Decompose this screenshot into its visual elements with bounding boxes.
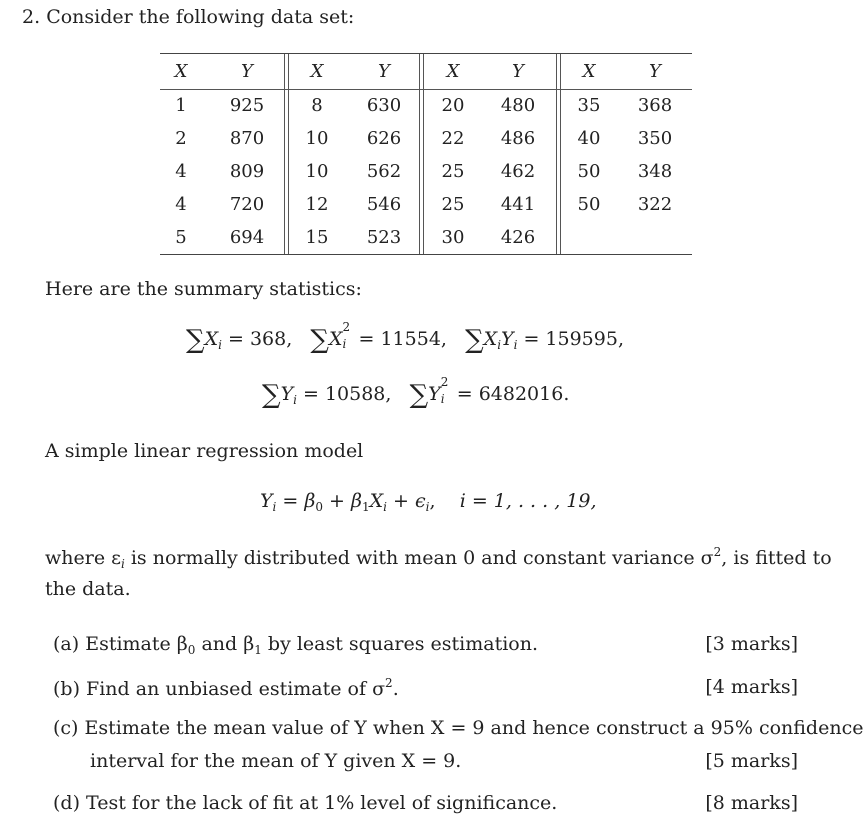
table-cell-x: 22 bbox=[441, 128, 465, 149]
table-cell-x: 5 bbox=[175, 227, 187, 248]
column-header: Y bbox=[378, 61, 390, 82]
sum-xy: 159595 bbox=[545, 328, 618, 350]
sum-x2: 11554 bbox=[380, 328, 441, 350]
column-header: X bbox=[174, 61, 188, 82]
table-cell-y: 426 bbox=[500, 227, 536, 248]
table-cell-x: 25 bbox=[441, 161, 465, 182]
table-cell-y: 348 bbox=[637, 161, 673, 182]
sum-x: 368 bbox=[249, 328, 287, 350]
table-cell-y: 925 bbox=[229, 95, 265, 116]
table-cell-y: 694 bbox=[229, 227, 265, 248]
table-cell-x: 20 bbox=[441, 95, 465, 116]
table-cell-y: 870 bbox=[229, 128, 265, 149]
question-intro: Consider the following data set: bbox=[46, 6, 355, 28]
index-range: i = 1, . . . , 19, bbox=[459, 490, 597, 512]
model-description: where $\varepsilon_i$ is normally distributed with mean 0 and constant variance $\sigma^2$, is fitted to bbox=[45, 545, 832, 571]
summary-heading: Here are the summary statistics: bbox=[45, 278, 362, 300]
question-header bbox=[22, 6, 354, 28]
table-cell-y: 626 bbox=[366, 128, 402, 149]
column-header: X bbox=[310, 61, 324, 82]
table-cell-y: 546 bbox=[366, 194, 402, 215]
column-header: X bbox=[446, 61, 460, 82]
table-cell-x: 50 bbox=[577, 161, 601, 182]
sum-y: 10588 bbox=[324, 383, 386, 405]
table-cell-y: 720 bbox=[229, 194, 265, 215]
header-rule bbox=[160, 89, 692, 90]
table-cell-x: 1 bbox=[175, 95, 187, 116]
table-cell-x: 50 bbox=[577, 194, 601, 215]
task-b-marks: [4 marks] bbox=[705, 676, 798, 698]
question-number: 2. bbox=[22, 6, 41, 28]
sum-y2: 6482016 bbox=[478, 383, 564, 405]
table-cell-y: 322 bbox=[637, 194, 673, 215]
task-b: (b) Find an unbiased estimate of $\sigma^2$. bbox=[53, 676, 399, 700]
table-cell-y: 809 bbox=[229, 161, 265, 182]
table-cell-x: 10 bbox=[305, 128, 329, 149]
stats-line-2: $\sum Y_i = 10588$, ∑Y 2 i = 6482016. bbox=[262, 375, 570, 410]
table-cell-y: 480 bbox=[500, 95, 536, 116]
table-cell-x: 10 bbox=[305, 161, 329, 182]
table-cell-x: 12 bbox=[305, 194, 329, 215]
data-table bbox=[160, 53, 692, 255]
table-cell-x: 15 bbox=[305, 227, 329, 248]
task-a: (a) Estimate $\beta_0$ and $\beta_1$ by least squares estimation. bbox=[53, 633, 538, 657]
table-cell-y: 368 bbox=[637, 95, 673, 116]
task-c-cont: interval for the mean of Y given X = 9. bbox=[90, 750, 462, 772]
table-cell-x: 8 bbox=[311, 95, 323, 116]
task-d: (d) Test for the lack of fit at 1% level of significance. bbox=[53, 792, 558, 814]
table-cell-x: 35 bbox=[577, 95, 601, 116]
group-divider bbox=[419, 54, 424, 254]
table-cell-y: 523 bbox=[366, 227, 402, 248]
table-cell-x: 2 bbox=[175, 128, 187, 149]
model-intro: A simple linear regression model bbox=[45, 440, 364, 462]
table-cell-y: 441 bbox=[500, 194, 536, 215]
table-cell-x: 30 bbox=[441, 227, 465, 248]
column-header: Y bbox=[649, 61, 661, 82]
group-divider bbox=[556, 54, 561, 254]
task-d-marks: [8 marks] bbox=[705, 792, 798, 814]
table-cell-y: 462 bbox=[500, 161, 536, 182]
column-header: Y bbox=[512, 61, 524, 82]
table-cell-x: 25 bbox=[441, 194, 465, 215]
table-cell-y: 486 bbox=[500, 128, 536, 149]
column-header: Y bbox=[241, 61, 253, 82]
task-c-marks: [5 marks] bbox=[705, 750, 798, 772]
column-header: X bbox=[582, 61, 596, 82]
task-a-marks: [3 marks] bbox=[705, 633, 798, 655]
table-cell-y: 350 bbox=[637, 128, 673, 149]
table-cell-x: 4 bbox=[175, 161, 187, 182]
group-divider bbox=[284, 54, 289, 254]
stats-line-1: $\sum X_i = 368$, ∑X 2 i = 11554, $\sum X_iY_i = 159595$, bbox=[186, 320, 624, 355]
table-cell-y: 630 bbox=[366, 95, 402, 116]
table-cell-x: 4 bbox=[175, 194, 187, 215]
table-cell-x: 40 bbox=[577, 128, 601, 149]
table-cell-y: 562 bbox=[366, 161, 402, 182]
model-equation: $Y_i = \beta_0 + \beta_1X_i + \epsilon_i$, i = 1, . . . , 19, bbox=[260, 490, 597, 514]
task-c: (c) Estimate the mean value of Y when X = 9 and hence construct a 95% confidence bbox=[53, 717, 863, 739]
model-description-cont: the data. bbox=[45, 578, 131, 600]
